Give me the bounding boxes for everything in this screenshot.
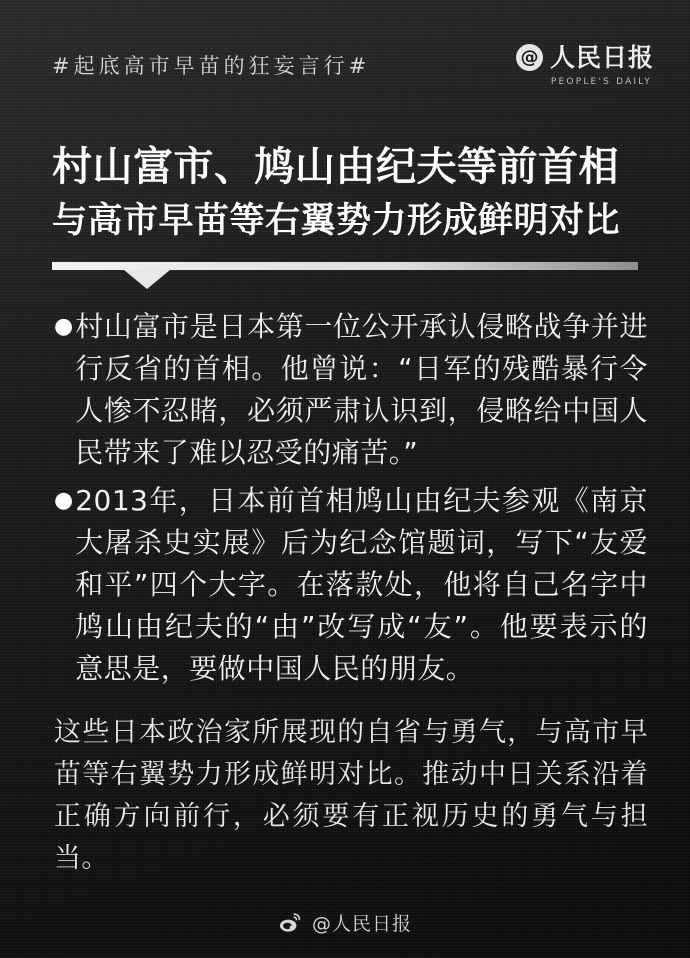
bullet-icon: ● (54, 314, 74, 339)
headline-line-1: 村山富市、鸠山由纪夫等前首相 (52, 144, 619, 190)
page-title (52, 140, 650, 245)
closing-paragraph: 这些日本政治家所展现的自省与勇气，与高市早苗等右翼势力形成鲜明对比。推动中日关系沿着正确方向前行，必须要有正视历史的勇气与担当。 (54, 717, 648, 874)
list-item-text: 村山富市是日本第一位公开承认侵略战争并进行反省的首相。他曾说：“日军的残酷暴行令人惨不忍睹，必须严肃认识到，侵略给中国人民带来了难以忍受的痛苦。” (75, 310, 648, 469)
publisher-name-cn: 人民日报 (549, 43, 654, 72)
publisher-logo (516, 44, 654, 87)
weibo-icon (278, 911, 302, 935)
bullet-icon: ● (54, 488, 74, 513)
divider (52, 262, 638, 288)
footer (0, 909, 690, 936)
article-body (54, 306, 648, 880)
hashtag-topic[interactable]: #起底高市早苗的狂妄言行# (52, 54, 371, 78)
list-item (54, 306, 648, 474)
footer-account[interactable]: @人民日报 (311, 913, 412, 935)
publisher-logo-row (516, 44, 654, 71)
divider-bar (52, 262, 638, 270)
list-item-text: 2013年，日本前首相鸠山由纪夫参观《南京大屠杀史实展》后为纪念馆题词，写下“友爱和平”四个大字。在落款处，他将自己名字中鸠山由纪夫的“由”改写成“友”。他要表示的意思是，要做中国人民的朋友。 (75, 484, 648, 685)
list-item (54, 480, 648, 690)
publisher-name-en: PEOPLE'S DAILY (550, 77, 652, 87)
headline-line-2: 与高市早苗等右翼势力形成鲜明对比 (52, 201, 621, 241)
at-sign-icon: @ (516, 44, 543, 71)
divider-arrow-icon (124, 270, 170, 289)
top-bar (52, 44, 654, 90)
